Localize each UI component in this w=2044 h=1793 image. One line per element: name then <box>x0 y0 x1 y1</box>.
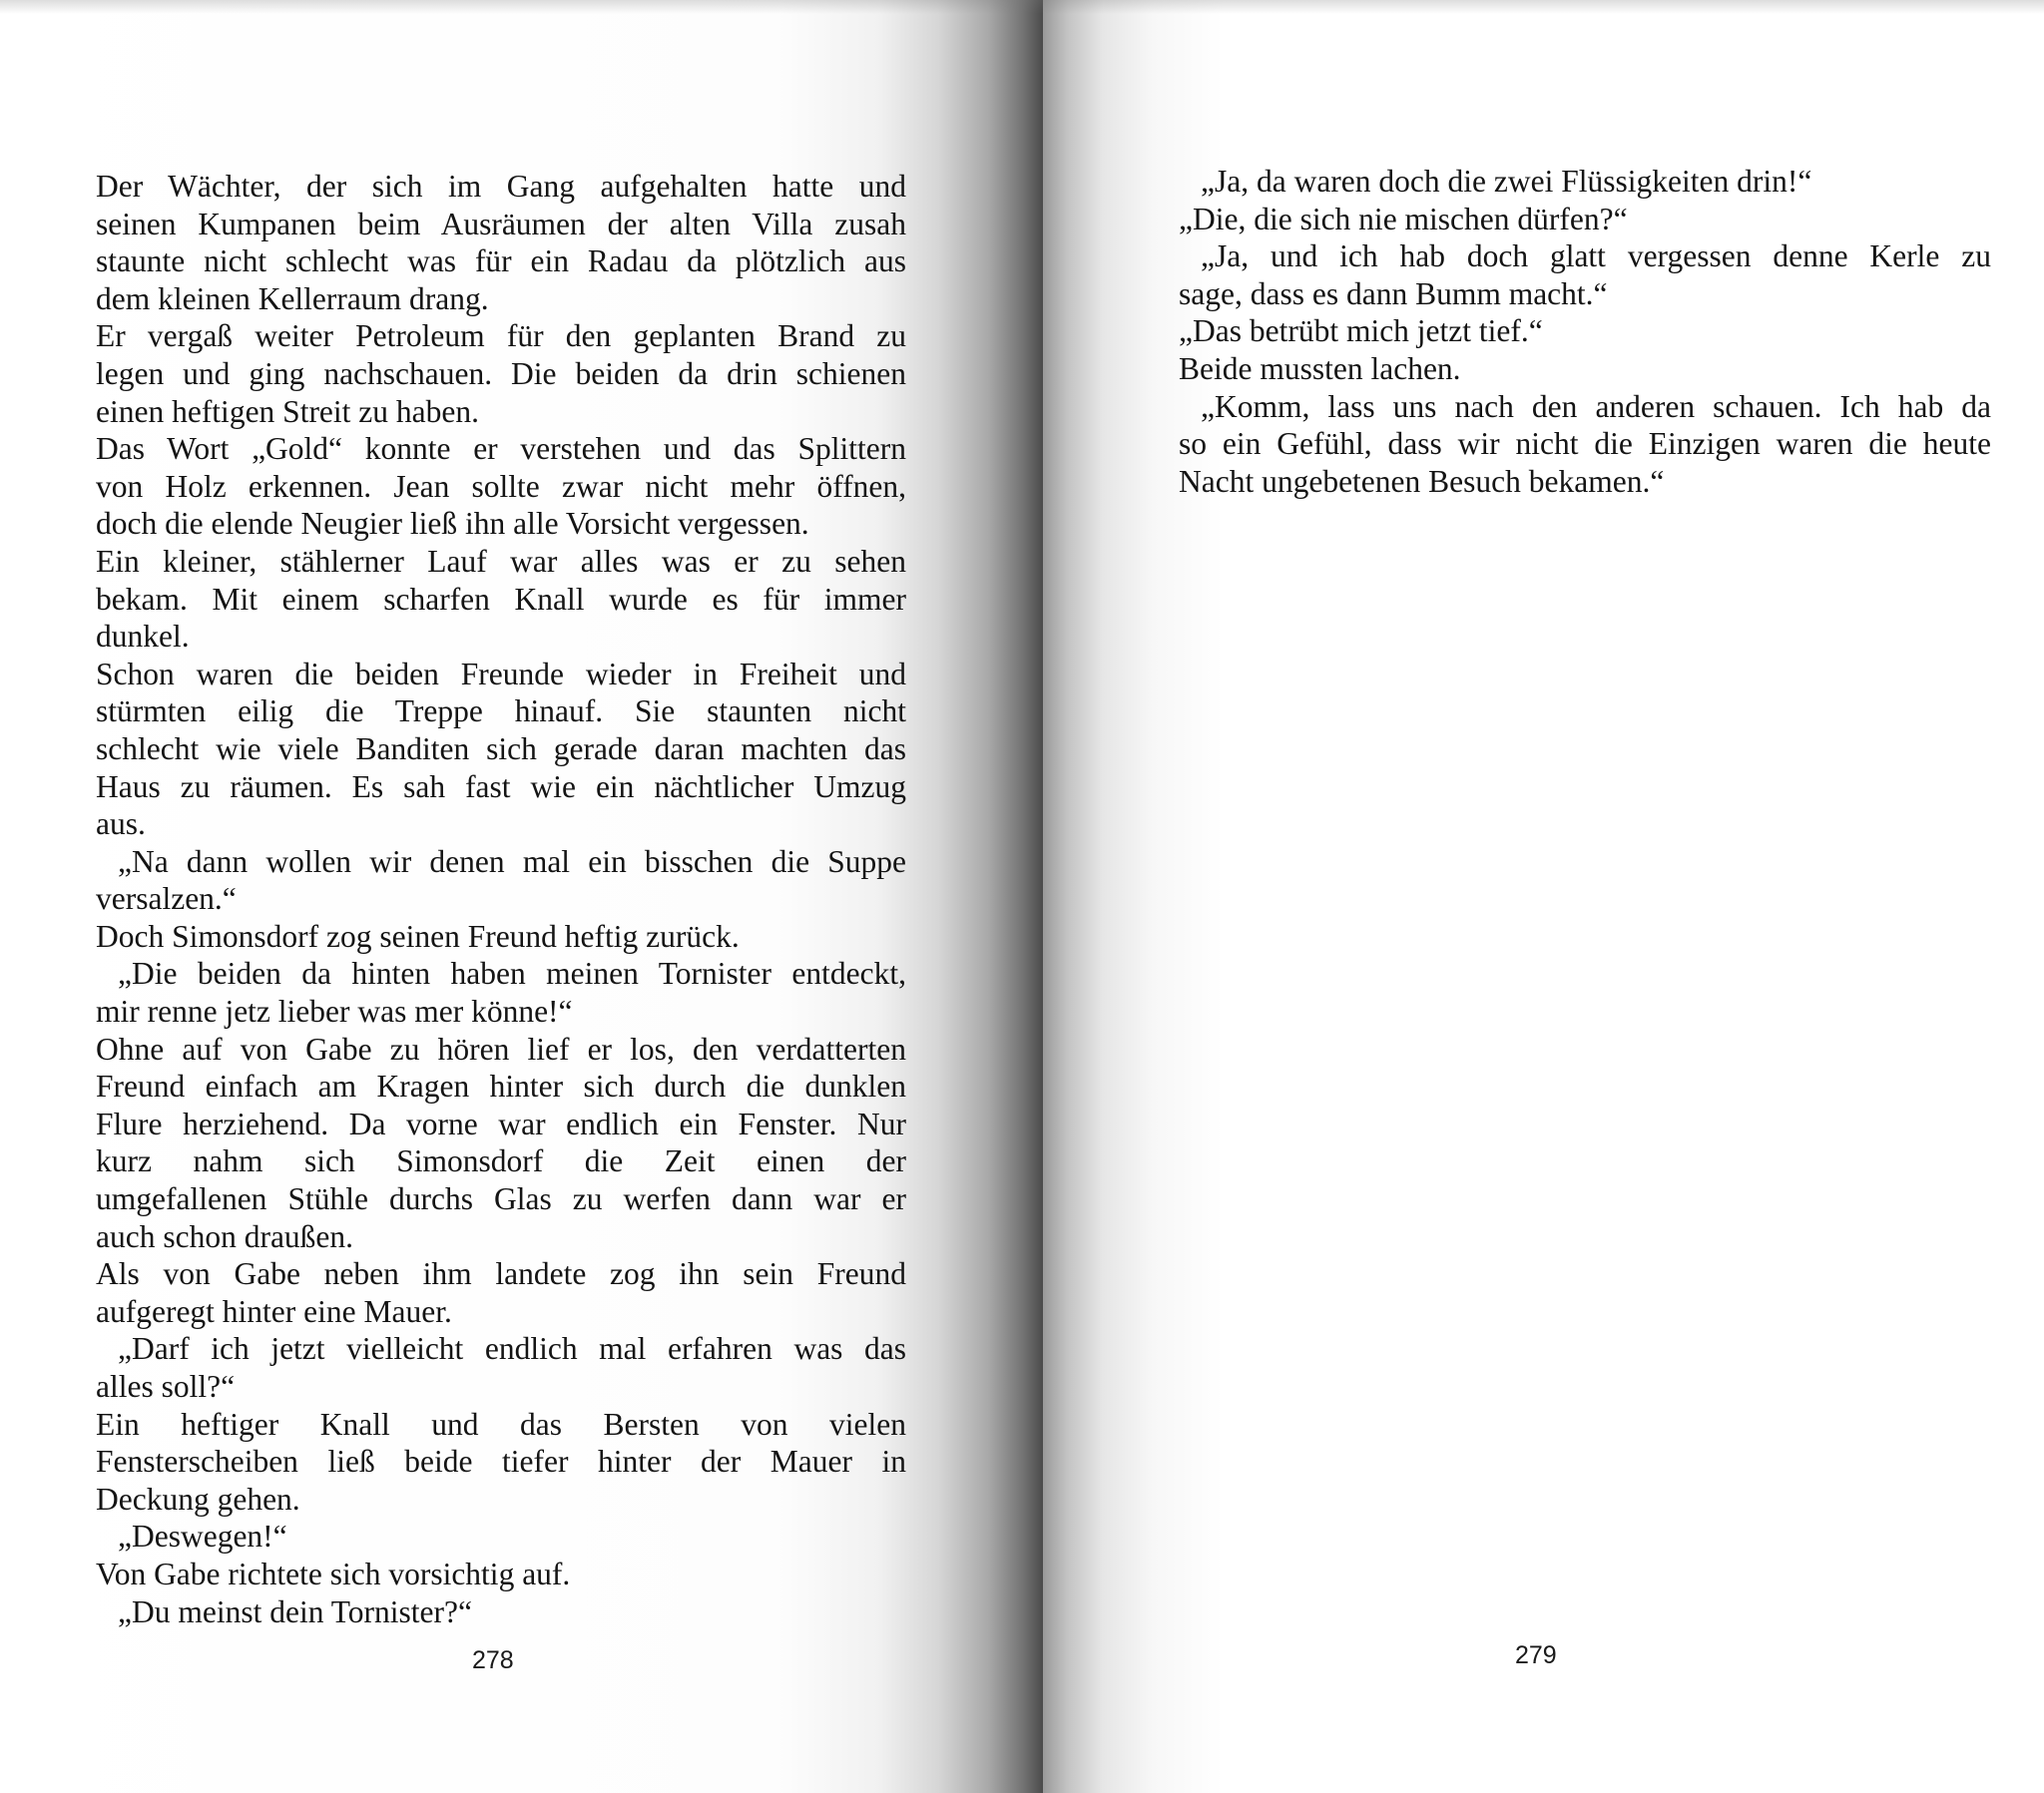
text-line: aufgeregt hinter eine Mauer. <box>96 1293 452 1329</box>
page-number-right: 279 <box>1515 1641 1557 1669</box>
text-line: „Na dann wollen wir denen mal ein bisschen die Suppe <box>118 843 906 879</box>
text-line: Als von Gabe neben ihm landete zog ihn sein Freund <box>96 1256 906 1292</box>
text-line: umgefallenen Stühle durchs Glas zu werfen dann war er <box>96 1181 906 1217</box>
text-line: „Ja, da waren doch die zwei Flüssigkeiten drin!“ <box>1201 164 1812 199</box>
text-line: stürmten eilig die Treppe hinauf. Sie staunten nicht <box>96 693 906 729</box>
text-line: sage, dass es dann Bumm macht.“ <box>1179 275 1608 311</box>
text-line: Flure herziehend. Da vorne war endlich ein Fenster. Nur <box>96 1106 906 1141</box>
text-line: schlecht wie viele Banditen sich gerade daran machten das <box>96 730 906 766</box>
text-line: Deckung gehen. <box>96 1481 300 1517</box>
text-line: Er vergaß weiter Petroleum für den geplanten Brand zu <box>96 318 906 354</box>
text-line: kurz nahm sich Simonsdorf die Zeit einen der <box>96 1143 906 1179</box>
text-line: „Das betrübt mich jetzt tief.“ <box>1179 313 1543 349</box>
text-line: doch die elende Neugier ließ ihn alle Vorsicht vergessen. <box>96 506 809 542</box>
left-page-text <box>96 168 906 1630</box>
text-line: „Deswegen!“ <box>118 1519 287 1555</box>
text-line: Fensterscheiben ließ beide tiefer hinter der Mauer in <box>96 1444 906 1480</box>
text-line: Der Wächter, der sich im Gang aufgehalten hatte und <box>96 169 906 204</box>
text-line: Von Gabe richtete sich vorsichtig auf. <box>96 1556 571 1591</box>
text-line: aus. <box>96 806 146 842</box>
text-line: dunkel. <box>96 619 190 655</box>
text-line: so ein Gefühl, dass wir nicht die Einzigen waren die heute <box>1179 426 1991 462</box>
text-line: „Die, die sich nie mischen dürfen?“ <box>1179 201 1628 236</box>
right-page-text <box>1179 163 1991 500</box>
text-line: „Die beiden da hinten haben meinen Tornister entdeckt, <box>118 956 906 992</box>
text-line: legen und ging nachschauen. Die beiden da drin schienen <box>96 355 906 391</box>
text-line: Haus zu räumen. Es sah fast wie ein nächtlicher Umzug <box>96 768 906 804</box>
text-line: Beide mussten lachen. <box>1179 350 1461 386</box>
text-line: von Holz erkennen. Jean sollte zwar nicht mehr öffnen, <box>96 468 906 504</box>
text-line: „Ja, und ich hab doch glatt vergessen denne Kerle zu <box>1201 238 1991 274</box>
text-line: seinen Kumpanen beim Ausräumen der alten Villa zusah <box>96 206 906 241</box>
text-line: „Komm, lass uns nach den anderen schauen. Ich hab da <box>1201 388 1991 424</box>
text-line: Ein kleiner, stählerner Lauf war alles was er zu sehen <box>96 543 906 579</box>
text-line: „Darf ich jetzt vielleicht endlich mal erfahren was das <box>118 1331 906 1367</box>
page-top-shadow <box>0 0 2044 14</box>
text-line: Schon waren die beiden Freunde wieder in Freiheit und <box>96 656 906 691</box>
text-line: bekam. Mit einem scharfen Knall wurde es für immer <box>96 581 906 617</box>
text-line: einen heftigen Streit zu haben. <box>96 393 479 429</box>
text-line: „Du meinst dein Tornister?“ <box>118 1593 472 1629</box>
text-line: Ein heftiger Knall und das Bersten von vielen <box>96 1406 906 1442</box>
text-line: dem kleinen Kellerraum drang. <box>96 280 489 316</box>
text-line: mir renne jetz lieber was mer könne!“ <box>96 994 573 1030</box>
text-line: Nacht ungebetenen Besuch bekamen.“ <box>1179 463 1665 499</box>
text-line: Ohne auf von Gabe zu hören lief er los, den verdatterten <box>96 1031 906 1067</box>
text-line: alles soll?“ <box>96 1369 236 1404</box>
text-line: versalzen.“ <box>96 881 237 917</box>
text-line: Das Wort „Gold“ konnte er verstehen und das Splittern <box>96 431 906 467</box>
text-line: staunte nicht schlecht was für ein Radau da plötzlich aus <box>96 243 906 279</box>
text-line: Doch Simonsdorf zog seinen Freund heftig zurück. <box>96 918 740 954</box>
right-page <box>1043 0 2044 1793</box>
text-line: Freund einfach am Kragen hinter sich durch die dunklen <box>96 1069 906 1105</box>
page-number-left: 278 <box>472 1646 514 1674</box>
text-line: auch schon draußen. <box>96 1218 354 1254</box>
